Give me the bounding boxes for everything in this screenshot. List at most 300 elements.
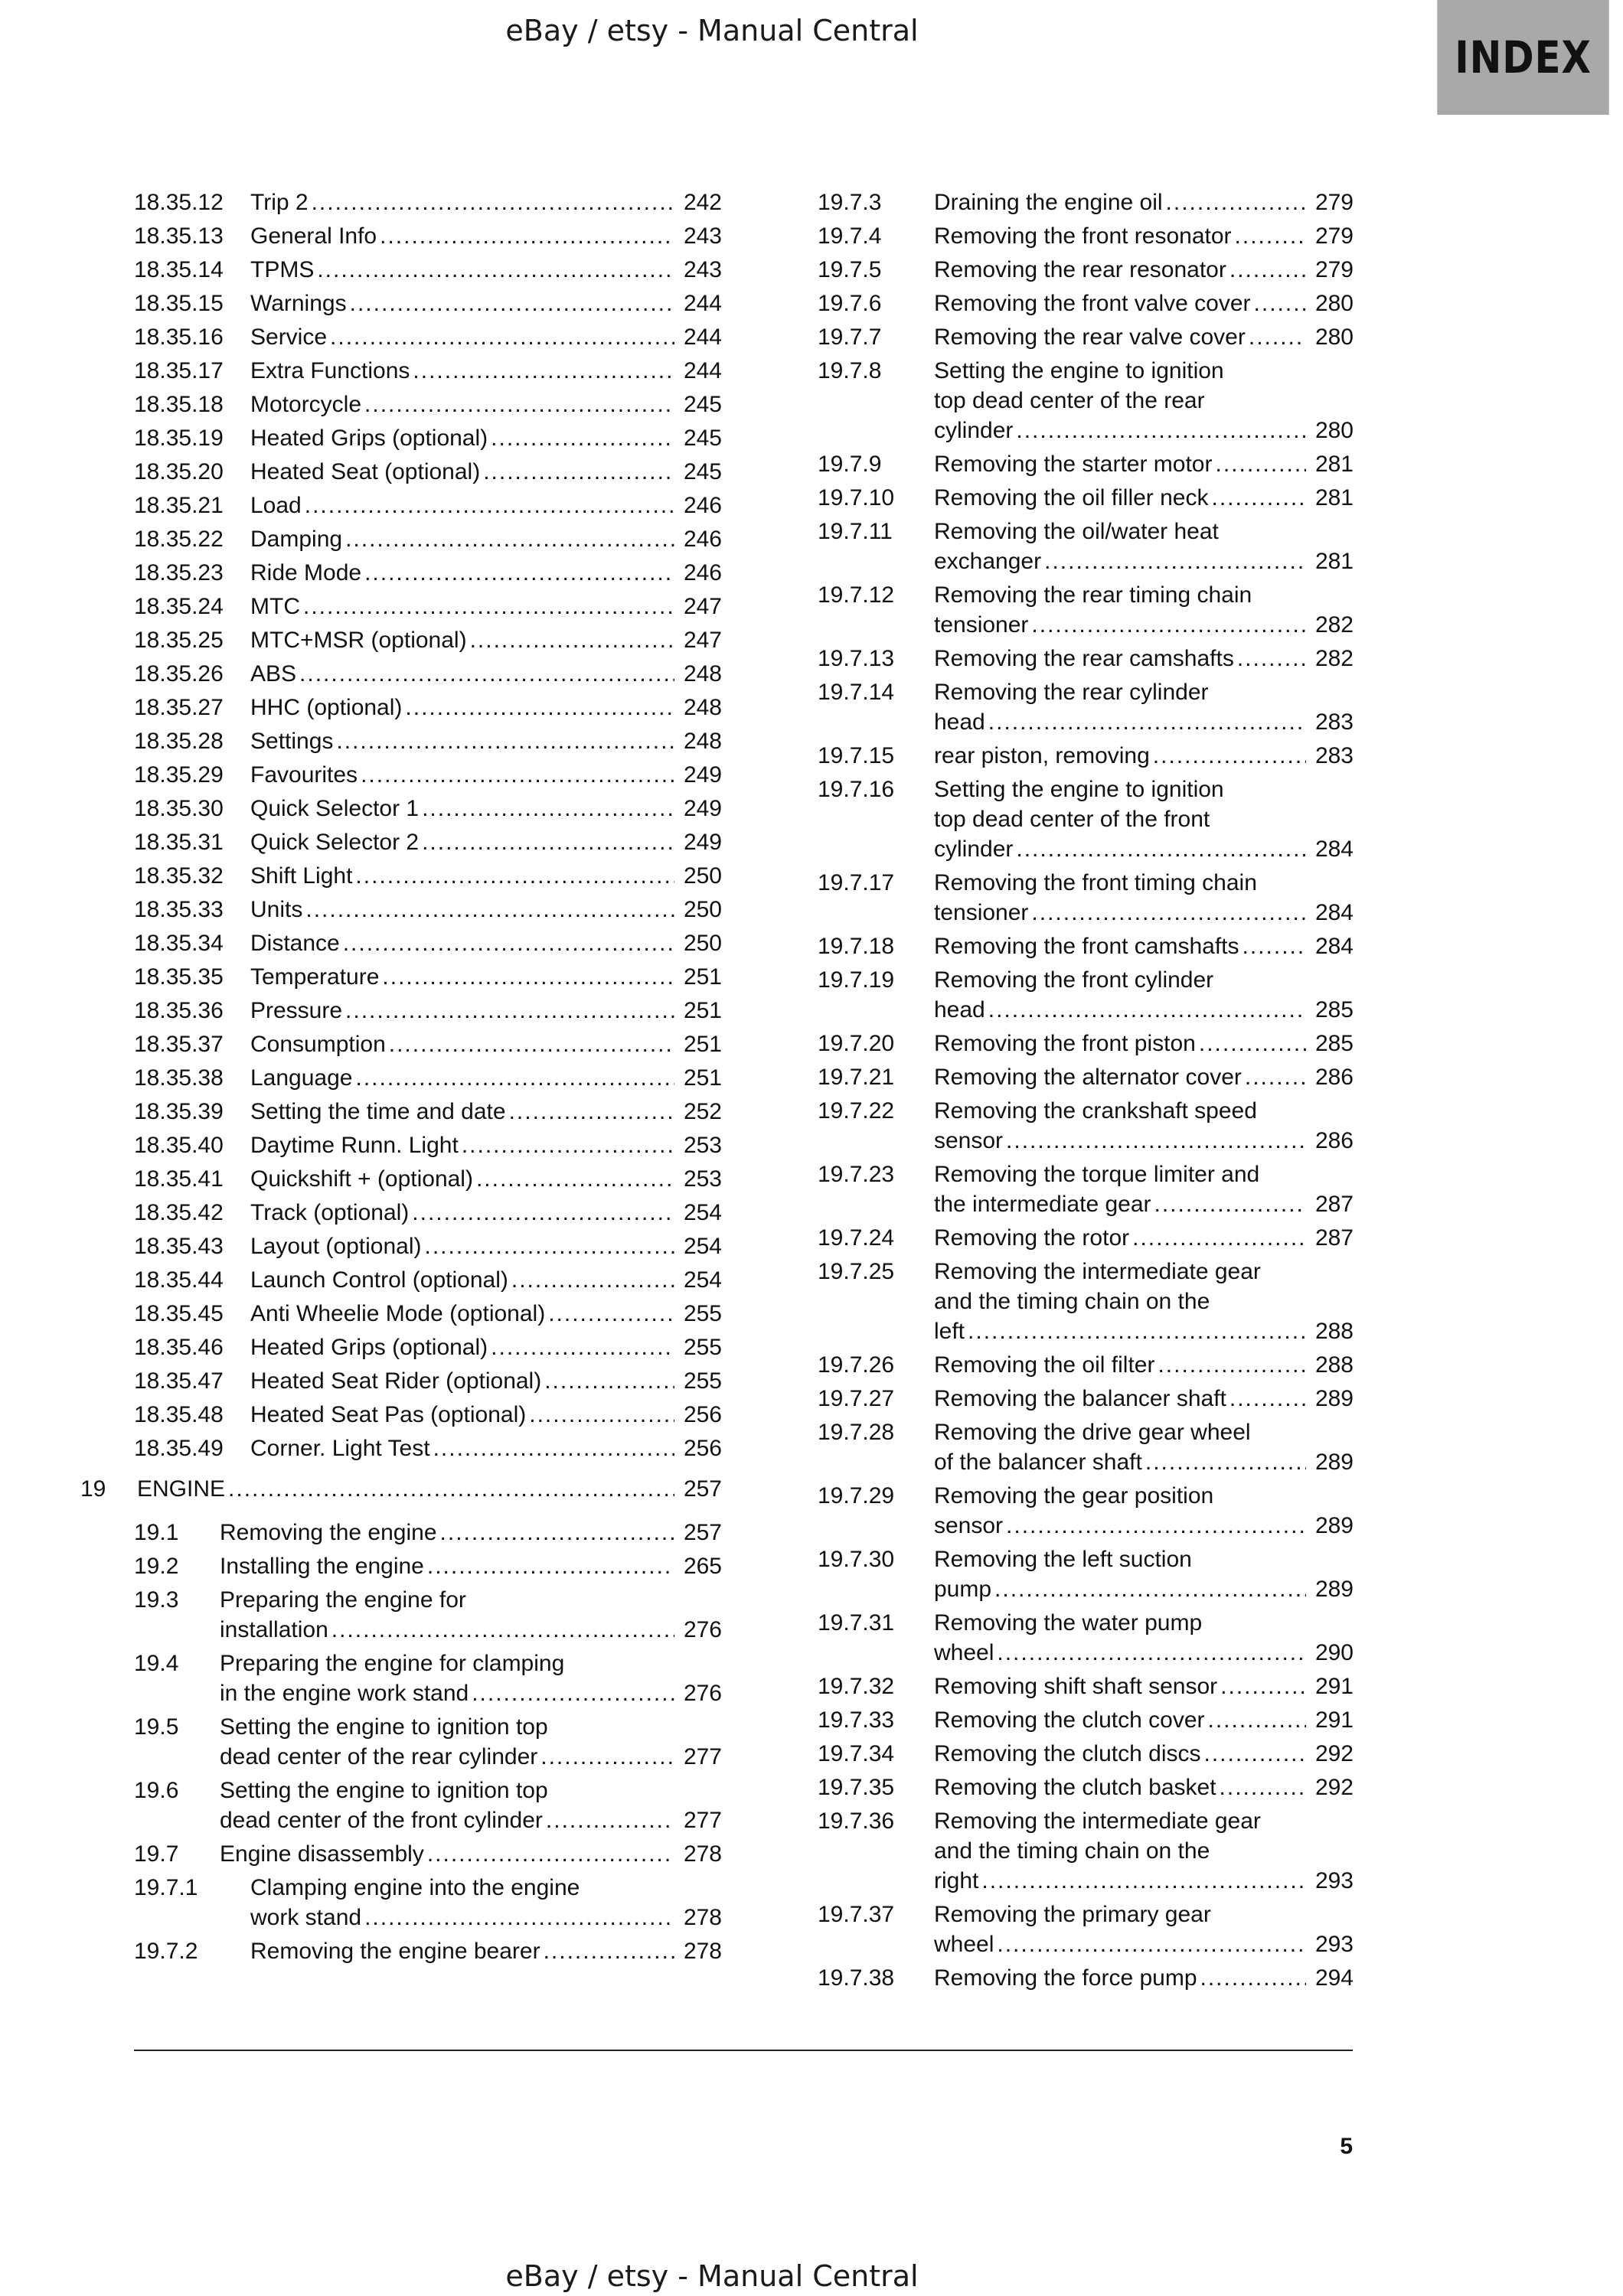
toc-entry-page: 284 (1314, 934, 1354, 959)
toc-entry-number: 18.35.37 (134, 1032, 224, 1057)
toc-right-column (818, 188, 1354, 1997)
toc-entry-number: 19.6 (134, 1778, 179, 1803)
dot-leader (981, 1866, 1306, 1896)
toc-entry-number: 19.5 (134, 1714, 179, 1740)
toc-entry-title: Removing the clutch basket (934, 1775, 1216, 1800)
toc-entry (134, 356, 722, 386)
toc-entry-title: Removing the oil/water heat (934, 519, 1219, 544)
toc-entry-page: 289 (1314, 1513, 1354, 1538)
toc-entry-title: Heated Seat (optional) (250, 459, 481, 484)
toc-entry (134, 1231, 722, 1261)
toc-entry-title: Setting the time and date (250, 1099, 506, 1124)
toc-entry (818, 1384, 1354, 1414)
toc-entry-page: 246 (683, 493, 722, 518)
dot-leader (1154, 1189, 1306, 1219)
toc-entry-number: 18.35.46 (134, 1335, 224, 1360)
toc-entry-title: Daytime Runn. Light (250, 1133, 459, 1158)
toc-entry (818, 188, 1354, 217)
dot-leader (364, 558, 674, 588)
toc-entry-title: sensor (934, 1513, 1004, 1538)
toc-entry (818, 289, 1354, 318)
toc-entry (134, 726, 722, 756)
toc-entry-title: Setting the engine to ignition top (220, 1714, 548, 1740)
dot-leader (312, 188, 674, 217)
toc-entry-number: 19.7.26 (818, 1352, 895, 1378)
toc-entry-title: Heated Seat Rider (optional) (250, 1368, 542, 1394)
dot-leader (380, 221, 674, 251)
toc-entry (818, 449, 1354, 479)
dot-leader (988, 995, 1306, 1025)
toc-entry-page: 292 (1314, 1775, 1354, 1800)
dot-leader (389, 1029, 674, 1059)
toc-entry-title: Preparing the engine for clamping (220, 1651, 565, 1676)
toc-entry-number: 18.35.36 (134, 998, 224, 1023)
dot-leader (1249, 322, 1306, 352)
toc-entry-title: Removing the oil filter (934, 1352, 1155, 1378)
toc-entry (818, 1257, 1354, 1346)
dot-leader (317, 255, 674, 285)
dot-leader (361, 760, 674, 790)
toc-entry-title: TPMS (250, 257, 315, 282)
toc-entry (134, 1873, 722, 1932)
toc-entry (818, 1350, 1354, 1380)
toc-entry-page: 276 (683, 1617, 722, 1642)
toc-entry-number: 18.35.27 (134, 695, 224, 720)
toc-entry-title: exchanger (934, 549, 1042, 574)
toc-entry-number: 18.35.17 (134, 358, 224, 383)
toc-entry-page: 288 (1314, 1352, 1354, 1378)
dot-leader (472, 1678, 674, 1708)
toc-entry-page: 251 (683, 1065, 722, 1091)
toc-entry-title: Quick Selector 1 (250, 796, 420, 821)
toc-entry-title: Removing the front camshafts (934, 934, 1239, 959)
toc-entry-page: 242 (683, 190, 722, 215)
toc-entry-title: sensor (934, 1128, 1004, 1153)
dot-leader (546, 1805, 674, 1835)
dot-leader (405, 693, 674, 722)
toc-entry-number: 18.35.25 (134, 628, 224, 653)
toc-entry (134, 895, 722, 925)
toc-entry-title: Pressure (250, 998, 343, 1023)
toc-entry-number: 19.7.10 (818, 485, 895, 510)
dot-leader (424, 1231, 674, 1261)
toc-entry-title: Favourites (250, 762, 358, 788)
toc-entry-page: 291 (1314, 1707, 1354, 1733)
toc-entry-title: head (934, 709, 985, 735)
toc-entry-page: 265 (683, 1554, 722, 1579)
toc-entry-title: right (934, 1868, 979, 1893)
toc-entry-number: 19.2 (134, 1554, 179, 1579)
dot-leader (440, 1518, 674, 1548)
toc-entry-title: Load (250, 493, 302, 518)
dot-leader (544, 1936, 674, 1966)
toc-entry-page: 246 (683, 560, 722, 585)
toc-entry-title: Heated Seat Pas (optional) (250, 1402, 527, 1427)
toc-entry-title: Damping (250, 527, 343, 552)
toc-entry-number: 19.7.27 (818, 1386, 895, 1411)
toc-entry-page: 247 (683, 594, 722, 619)
toc-entry-title: pump (934, 1577, 992, 1602)
toc-entry-title: Removing the intermediate gear (934, 1808, 1261, 1834)
toc-entry (134, 1029, 722, 1059)
toc-entry-page: 251 (683, 998, 722, 1023)
toc-entry (134, 1712, 722, 1772)
toc-entry-title: top dead center of the front (934, 807, 1210, 832)
dot-leader (540, 1742, 674, 1772)
toc-entry-number: 19.7.2 (134, 1939, 198, 1964)
dot-leader (968, 1316, 1306, 1346)
toc-entry (818, 483, 1354, 513)
toc-entry-number: 18.35.34 (134, 931, 224, 956)
toc-entry-number: 19.7.6 (818, 291, 882, 316)
dot-leader (491, 423, 674, 453)
toc-entry (134, 693, 722, 722)
toc-entry (134, 1839, 722, 1869)
toc-entry-number: 18.35.35 (134, 964, 224, 990)
toc-entry-title: of the balancer shaft (934, 1450, 1142, 1475)
footer-divider (134, 2050, 1353, 2051)
toc-entry (134, 659, 722, 689)
toc-entry-page: 290 (1314, 1640, 1354, 1665)
dot-leader (1243, 931, 1306, 961)
toc-entry-page: 279 (1314, 223, 1354, 249)
toc-entry-page: 244 (683, 358, 722, 383)
toc-entry (818, 356, 1354, 445)
toc-entry-number: 18.35.16 (134, 325, 224, 350)
toc-entry-page: 248 (683, 661, 722, 687)
toc-entry-number: 19.7.25 (818, 1259, 895, 1284)
toc-entry-number: 19.7.16 (818, 777, 895, 802)
toc-entry-page: 244 (683, 325, 722, 350)
dot-leader (1237, 644, 1306, 673)
toc-entry-title: Warnings (250, 291, 347, 316)
toc-entry-title: Clamping engine into the engine (250, 1875, 580, 1900)
toc-entry-page: 254 (683, 1200, 722, 1225)
toc-entry (818, 1029, 1354, 1058)
page-number: 5 (1340, 2134, 1353, 2159)
toc-entry-page: 255 (683, 1335, 722, 1360)
toc-entry-page: 285 (1314, 1031, 1354, 1056)
toc-entry (818, 931, 1354, 961)
toc-entry-title: Heated Grips (optional) (250, 426, 488, 451)
toc-entry (134, 255, 722, 285)
toc-entry-page: 279 (1314, 257, 1354, 282)
dot-leader (994, 1574, 1306, 1604)
toc-entry-page: 278 (683, 1841, 722, 1867)
toc-entry-title: Track (optional) (250, 1200, 410, 1225)
toc-entry-title: wheel (934, 1640, 994, 1665)
toc-entry-page: 281 (1314, 549, 1354, 574)
dot-leader (1145, 1447, 1306, 1477)
toc-entry-number: 19.7.23 (818, 1162, 895, 1187)
toc-entry-title: Removing the alternator cover (934, 1065, 1242, 1090)
toc-entry (134, 1776, 722, 1835)
toc-entry (134, 423, 722, 453)
toc-entry-number: 19 (80, 1476, 106, 1502)
toc-entry-page: 284 (1314, 837, 1354, 862)
toc-entry (818, 1773, 1354, 1802)
toc-entry (818, 1705, 1354, 1735)
toc-left-column (80, 188, 722, 1970)
dot-leader (1044, 546, 1306, 576)
toc-entry (818, 868, 1354, 928)
toc-entry-page: 287 (1314, 1225, 1354, 1251)
toc-entry-title: Temperature (250, 964, 380, 990)
toc-entry-title: General Info (250, 223, 377, 249)
toc-entry-title: Removing the rear cylinder (934, 680, 1209, 705)
toc-entry (134, 1400, 722, 1430)
toc-entry-title: Removing the intermediate gear (934, 1259, 1261, 1284)
toc-entry-number: 19.7.34 (818, 1741, 895, 1766)
footer-watermark: eBay / etsy - Manual Central (505, 2259, 919, 2293)
toc-entry-title: Removing the water pump (934, 1610, 1203, 1636)
dot-leader (1208, 1705, 1307, 1735)
toc-entry-title: MTC (250, 594, 300, 619)
dot-leader (364, 390, 674, 419)
toc-entry-number: 19.7.5 (818, 257, 882, 282)
toc-entry (818, 1900, 1354, 1959)
toc-entry (134, 625, 722, 655)
toc-entry-page: 280 (1314, 325, 1354, 350)
toc-entry (134, 760, 722, 790)
toc-entry-page: 279 (1314, 190, 1354, 215)
toc-entry-title: Settings (250, 729, 334, 754)
toc-entry-number: 19.7.9 (818, 452, 882, 477)
toc-entry-page: 280 (1314, 291, 1354, 316)
toc-entry (134, 1433, 722, 1463)
dot-leader (412, 1198, 674, 1228)
toc-entry-page: 289 (1314, 1450, 1354, 1475)
toc-entry-title: Removing the rotor (934, 1225, 1130, 1251)
toc-entry-page: 276 (683, 1681, 722, 1706)
toc-entry-number: 18.35.49 (134, 1436, 224, 1461)
dot-leader (1199, 1029, 1306, 1058)
toc-entry (80, 1474, 722, 1504)
toc-entry-number: 18.35.30 (134, 796, 224, 821)
toc-entry-title: ENGINE (137, 1476, 226, 1502)
dot-leader (336, 726, 674, 756)
toc-entry (818, 517, 1354, 576)
toc-entry-page: 283 (1314, 709, 1354, 735)
dot-leader (1204, 1739, 1307, 1769)
toc-entry-number: 18.35.13 (134, 223, 224, 249)
toc-entry-number: 19.7.14 (818, 680, 895, 705)
toc-entry-number: 18.35.33 (134, 897, 224, 922)
toc-entry-page: 249 (683, 762, 722, 788)
dot-leader (1229, 1384, 1306, 1414)
toc-entry-number: 18.35.21 (134, 493, 224, 518)
toc-entry-number: 19.7.3 (818, 190, 882, 215)
toc-entry-title: Draining the engine oil (934, 190, 1163, 215)
toc-entry (818, 322, 1354, 352)
toc-entry-title: Removing the oil filler neck (934, 485, 1209, 510)
toc-entry-title: Removing the primary gear (934, 1902, 1211, 1927)
toc-entry (818, 1096, 1354, 1156)
dot-leader (228, 1474, 674, 1504)
toc-entry-title: tensioner (934, 612, 1029, 638)
toc-entry-number: 18.35.42 (134, 1200, 224, 1225)
toc-entry-title: Setting the engine to ignition (934, 358, 1224, 383)
toc-entry-title: Quick Selector 2 (250, 830, 420, 855)
toc-entry (818, 1739, 1354, 1769)
toc-entry-title: Removing shift shaft sensor (934, 1674, 1218, 1699)
toc-entry-number: 18.35.31 (134, 830, 224, 855)
dot-leader (1006, 1126, 1306, 1156)
toc-entry (818, 1417, 1354, 1477)
toc-entry-number: 18.35.29 (134, 762, 224, 788)
toc-entry-number: 19.7.4 (818, 223, 882, 249)
dot-leader (529, 1400, 674, 1430)
toc-entry (134, 861, 722, 891)
dot-leader (476, 1164, 674, 1194)
toc-entry-title: Removing the rear resonator (934, 257, 1226, 282)
dot-leader (1212, 483, 1307, 513)
toc-entry-page: 286 (1314, 1128, 1354, 1153)
dot-leader (413, 356, 674, 386)
toc-entry-number: 19.7.11 (818, 519, 893, 544)
toc-entry-title: Removing the rear valve cover (934, 325, 1246, 350)
toc-entry (134, 1551, 722, 1581)
toc-entry-page: 253 (683, 1133, 722, 1158)
toc-entry-page: 281 (1314, 452, 1354, 477)
toc-entry-title: Anti Wheelie Mode (optional) (250, 1301, 546, 1326)
toc-entry-page: 257 (683, 1520, 722, 1545)
toc-entry-title: HHC (optional) (250, 695, 403, 720)
dot-leader (427, 1839, 674, 1869)
toc-entry-number: 19.7.38 (818, 1965, 895, 1991)
dot-leader (1215, 449, 1306, 479)
toc-entry-number: 19.7 (134, 1841, 179, 1867)
toc-entry-title: Removing the balancer shaft (934, 1386, 1226, 1411)
dot-leader (355, 861, 674, 891)
dot-leader (1220, 1671, 1306, 1701)
toc-entry-title: Removing the clutch cover (934, 1707, 1205, 1733)
toc-entry-title: Ride Mode (250, 560, 362, 585)
dot-leader (305, 491, 674, 520)
toc-entry-title: Heated Grips (optional) (250, 1335, 488, 1360)
dot-leader (299, 659, 674, 689)
toc-entry-title: dead center of the rear cylinder (220, 1744, 538, 1769)
toc-entry-page: 245 (683, 392, 722, 417)
toc-entry-title: Setting the engine to ignition (934, 777, 1224, 802)
toc-entry (134, 1097, 722, 1127)
toc-entry-title: Removing the front piston (934, 1031, 1196, 1056)
toc-entry (818, 221, 1354, 251)
toc-entry-title: Language (250, 1065, 353, 1091)
toc-entry-title: Removing the starter motor (934, 452, 1213, 477)
toc-entry (818, 255, 1354, 285)
dot-leader (355, 1063, 674, 1093)
toc-entry-page: 248 (683, 729, 722, 754)
toc-entry-title: MTC+MSR (optional) (250, 628, 467, 653)
toc-entry (134, 1265, 722, 1295)
toc-entry (134, 592, 722, 621)
dot-leader (511, 1265, 674, 1295)
toc-entry-page: 257 (683, 1476, 722, 1502)
toc-entry-title: head (934, 997, 985, 1022)
toc-entry-number: 19.7.18 (818, 934, 895, 959)
toc-entry-title: and the timing chain on the (934, 1289, 1210, 1314)
toc-entry-title: Removing the torque limiter and (934, 1162, 1260, 1187)
dot-leader (350, 289, 674, 318)
toc-entry-page: 277 (683, 1808, 722, 1833)
toc-entry-number: 19.7.35 (818, 1775, 895, 1800)
dot-leader (548, 1299, 674, 1329)
dot-leader (345, 524, 674, 554)
toc-entry (818, 677, 1354, 737)
toc-entry (134, 221, 722, 251)
toc-entry-number: 19.7.17 (818, 870, 895, 895)
toc-entry-title: Layout (optional) (250, 1234, 422, 1259)
toc-entry-number: 19.7.31 (818, 1610, 895, 1636)
toc-entry-page: 282 (1314, 646, 1354, 671)
dot-leader (1229, 255, 1306, 285)
dot-leader (470, 625, 674, 655)
toc-entry-page: 288 (1314, 1319, 1354, 1344)
toc-entry-page: 255 (683, 1301, 722, 1326)
toc-entry (134, 794, 722, 823)
dot-leader (1245, 1062, 1306, 1092)
toc-entry-title: cylinder (934, 418, 1014, 443)
toc-entry-number: 19.7.1 (134, 1875, 198, 1900)
toc-entry-page: 284 (1314, 900, 1354, 925)
dot-leader (1254, 289, 1306, 318)
toc-entry-number: 18.35.15 (134, 291, 224, 316)
dot-leader (1016, 834, 1306, 864)
toc-entry (134, 1332, 722, 1362)
toc-entry-title: Removing the front valve cover (934, 291, 1251, 316)
toc-entry-number: 18.35.47 (134, 1368, 224, 1394)
toc-entry-title: Removing the front resonator (934, 223, 1232, 249)
toc-entry-number: 19.3 (134, 1587, 179, 1613)
toc-entry-page: 255 (683, 1368, 722, 1394)
toc-entry-title: installation (220, 1617, 328, 1642)
toc-entry-page: 278 (683, 1939, 722, 1964)
toc-entry-title: Removing the engine bearer (250, 1939, 540, 1964)
toc-entry-page: 293 (1314, 1868, 1354, 1893)
toc-entry-title: Removing the engine (220, 1520, 437, 1545)
toc-entry (134, 1585, 722, 1645)
toc-entry-title: Removing the front cylinder (934, 967, 1214, 993)
toc-entry-title: Removing the clutch discs (934, 1741, 1201, 1766)
toc-entry-title: rear piston, removing (934, 743, 1150, 768)
dot-leader (364, 1903, 674, 1932)
toc-entry-number: 18.35.39 (134, 1099, 224, 1124)
dot-leader (1132, 1223, 1306, 1253)
toc-entry-title: ABS (250, 661, 297, 687)
toc-entry-page: 249 (683, 796, 722, 821)
toc-entry (818, 644, 1354, 673)
dot-leader (1031, 610, 1306, 640)
toc-entry-number: 19.7.20 (818, 1031, 895, 1056)
toc-entry-number: 19.1 (134, 1520, 179, 1545)
toc-entry (818, 1481, 1354, 1541)
toc-entry (818, 1544, 1354, 1604)
toc-entry (134, 491, 722, 520)
dot-leader (305, 895, 674, 925)
toc-entry-page: 293 (1314, 1932, 1354, 1957)
toc-entry-title: tensioner (934, 900, 1029, 925)
toc-entry (818, 965, 1354, 1025)
toc-entry-title: Setting the engine to ignition top (220, 1778, 548, 1803)
toc-entry (818, 1671, 1354, 1701)
dot-leader (997, 1638, 1306, 1668)
toc-entry-number: 18.35.22 (134, 527, 224, 552)
dot-leader (382, 962, 674, 992)
dot-leader (303, 592, 674, 621)
toc-entry-page: 243 (683, 223, 722, 249)
toc-entry-title: wheel (934, 1932, 994, 1957)
